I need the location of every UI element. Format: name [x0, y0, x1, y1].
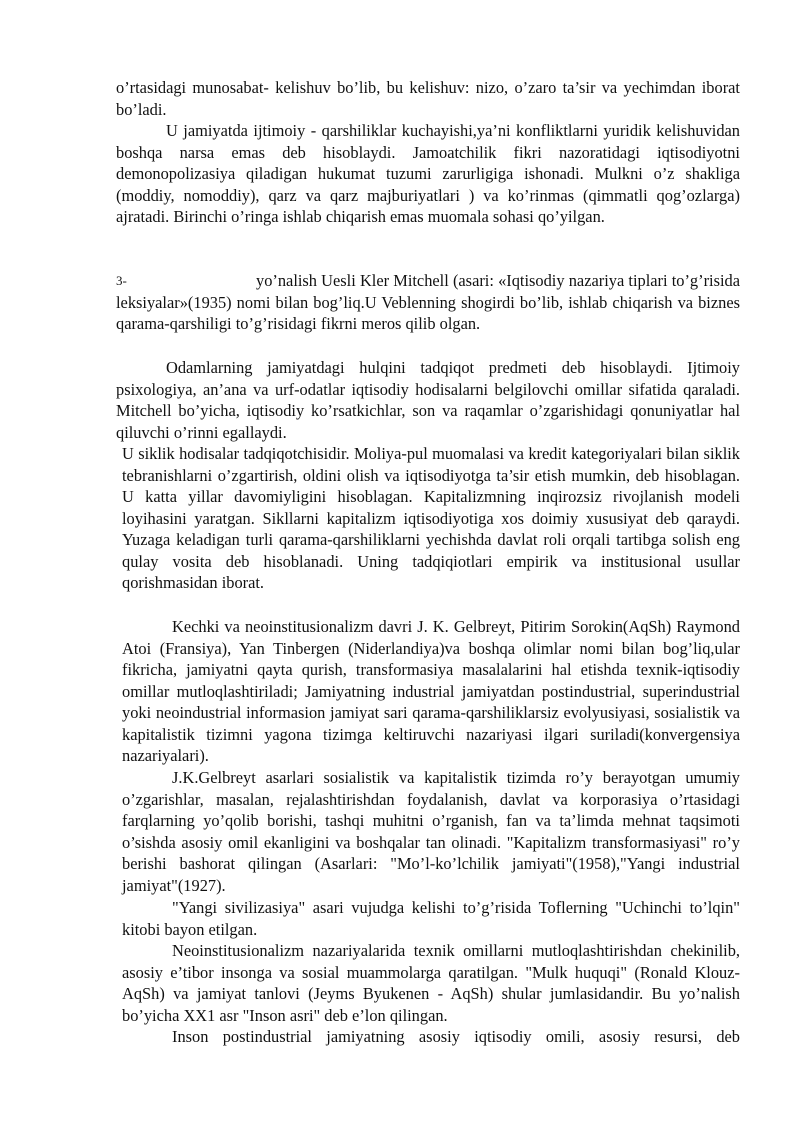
paragraph-1: o’rtasidagi munosabat- kelishuv bo’lib, bu kelishuv: nizo, o’zaro ta’sir va yechimdan iborat bo’ladi.	[116, 78, 740, 119]
paragraph-4: Odamlarning jamiyatdagi hulqini tadqiqot predmeti deb hisoblaydi. Ijtimoiy psixologiya, an’ana va urf-odatlar iqtisodiy hodisalarni belgilovchi omillar sifatida qaraladi. Mitchell bo’yicha, iqtisodiy ko’rsatkichlar, son va raqamlar o’zgarishidagi qonuniyatlar hal qiluvchi o’rinni egallaydi.	[116, 358, 740, 442]
paragraph-7: J.K.Gelbreyt asarlari sosialistik va kapitalistik tizimda ro’y berayotgan umumiy o’zgarishlar, masalan, rejalashtirishdan foydalanish, davlat va korporasiya o’rtasidagi farqlarning yo’qolib borishi, tashqi muhitni o’rganish, fan va ta’limda mehnat taqsimoti o’sishda asosiy omil ekanligini va boshqalar tan olinadi. "Kapitalizm transformasiyasi" ro’y berishi bashorat qilingan (Asarlari: "Mo’l-ko’lchilik jamiyati"(1958),"Yangi industrial jamiyat"(1927).	[122, 768, 740, 895]
paragraph-9: Neoinstitusionalizm nazariyalarida texnik omillarni mutloqlashtirishdan chekinilib, asosiy e’tibor insonga va sosial muammolarga qaratilgan. "Mulk huquqi" (Ronald Klouz-AqSh) va jamiyat tanlovi (Jeyms Byukenen - AqSh) shular jumlasidandir. Bu yo’nalish bo’yicha XX1 asr "Inson asri" deb e’lon qilingan.	[122, 941, 740, 1025]
paragraph-2: U jamiyatda ijtimoiy - qarshiliklar kuchayishi,ya’ni konfliktlarni yuridik kelishuvidan boshqa narsa emas deb hisoblaydi. Jamoatchilik fikri nazoratidagi iqtisodiyotni demonopolizasiya qiladigan hukumat tuzumi zarurligiga ishonadi. Mulkni o’z shakliga (moddiy, nomoddiy), qarz va qarz majburiyatlari ) va ko’rinmas (qimmatli qog’ozlarga) ajratadi. Birinchi o’ringa ishlab chiqarish emas muomala sohasi qo’yilgan.	[116, 121, 740, 226]
paragraph-3: yo’nalish Uesli Kler Mitchell (asari: «Iqtisodiy nazariya tiplari to’g’risida leksiyalar»(1935) nomi bilan bog’liq.U Veblenning shogirdi bo’lib, ishlab chiqarish va biznes qarama-qarshiligi to’g’risidagi fikrni meros qilib olgan.	[116, 271, 740, 333]
paragraph-5: U siklik hodisalar tadqiqotchisidir. Moliya-pul muomalasi va kredit kategoriyalari bilan siklik tebranishlarni o’zgartirish, oldini olish va iqtisodiyotga ta’sir etish mumkin, deb hisoblagan. U katta yillar davomiyligini hisoblagan. Kapitalizmning inqirozsiz rivojlanish modeli loyihasini yaratgan. Sikllarni kapitalizm iqtisodiyotiga xos doimiy xususiyat deb qaraydi. Yuzaga keladigan turli qarama-qarshiliklarni yechishda davlat roli orqali tartibga solish eng qulay vosita deb hisoblanadi. Uning tadqiqiotlari empirik va institusional usullar qorishmasidan iborat.	[122, 444, 740, 592]
section-number: 3-	[116, 273, 127, 288]
paragraph-6: Kechki va neoinstitusionalizm davri J. K. Gelbreyt, Pitirim Sorokin(AqSh) Raymond Atoi (Fransiya), Yan Tinbergen (Niderlandiya)va boshqa olimlar nomi bilan bog’liq,ular fikricha, jamiyatni qayta qurish, transformasiya masalalarini hal etishda texnik-iqtisodiy omillar mutloqlashtiriladi; Jamiyatning industrial jamiyatdan postindustrial, superindustrial yoki neoindustrial informasion jamiyat sari qarama-qarshiliklarsiz evolyusiyasi, sosialistik va kapitalistik tizimni yagona tizimga keltiruvchi nazariyasi ilgari suriladi(konvergensiya nazariyalari).	[122, 617, 740, 765]
paragraph-10: Inson postindustrial jamiyatning asosiy iqtisodiy omili, asosiy resursi, deb	[172, 1027, 740, 1046]
paragraph-8: "Yangi sivilizasiya" asari vujudga kelishi to’g’risida Toflerning "Uchinchi to’lqin" kitobi bayon etilgan.	[122, 898, 740, 939]
